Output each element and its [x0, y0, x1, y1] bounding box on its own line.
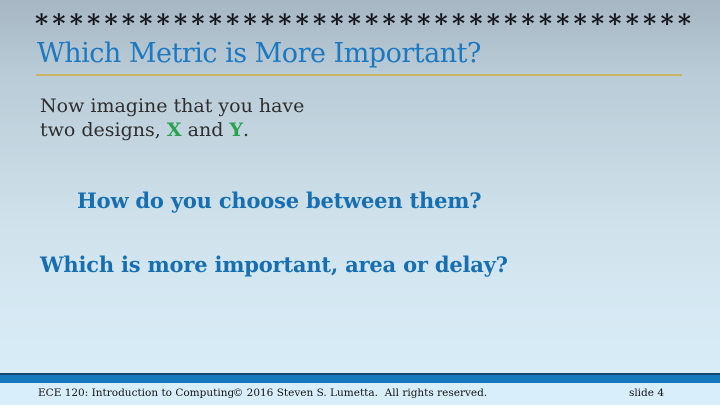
- footer-copyright-label: © 2016 Steven S. Lumetta. All rights reserved.: [232, 387, 488, 399]
- intro-line2-period: .: [242, 119, 250, 141]
- title-underline: [36, 74, 682, 76]
- asterisk-border: * * * * * * * * * * * * * * * * * * * * * * * * * * * * * * * * * * * * * *: [35, 9, 691, 38]
- intro-line1: Now imagine that you have: [40, 95, 305, 117]
- intro-text: [40, 94, 304, 142]
- footer-slide-number: slide 4: [628, 387, 664, 399]
- intro-line2-prefix: two designs,: [40, 119, 167, 141]
- footer-course-label: ECE 120: Introduction to Computing: [38, 387, 235, 399]
- slide-title: Which Metric is More Important?: [37, 38, 481, 69]
- footer-bar: [0, 373, 720, 383]
- intro-line2-and: and: [181, 119, 230, 141]
- design-x-label: X: [166, 119, 182, 141]
- question-area-or-delay: Which is more important, area or delay?: [40, 252, 508, 277]
- footer: [0, 383, 720, 405]
- question-choose-between: How do you choose between them?: [77, 188, 482, 213]
- design-y-label: Y: [229, 119, 243, 141]
